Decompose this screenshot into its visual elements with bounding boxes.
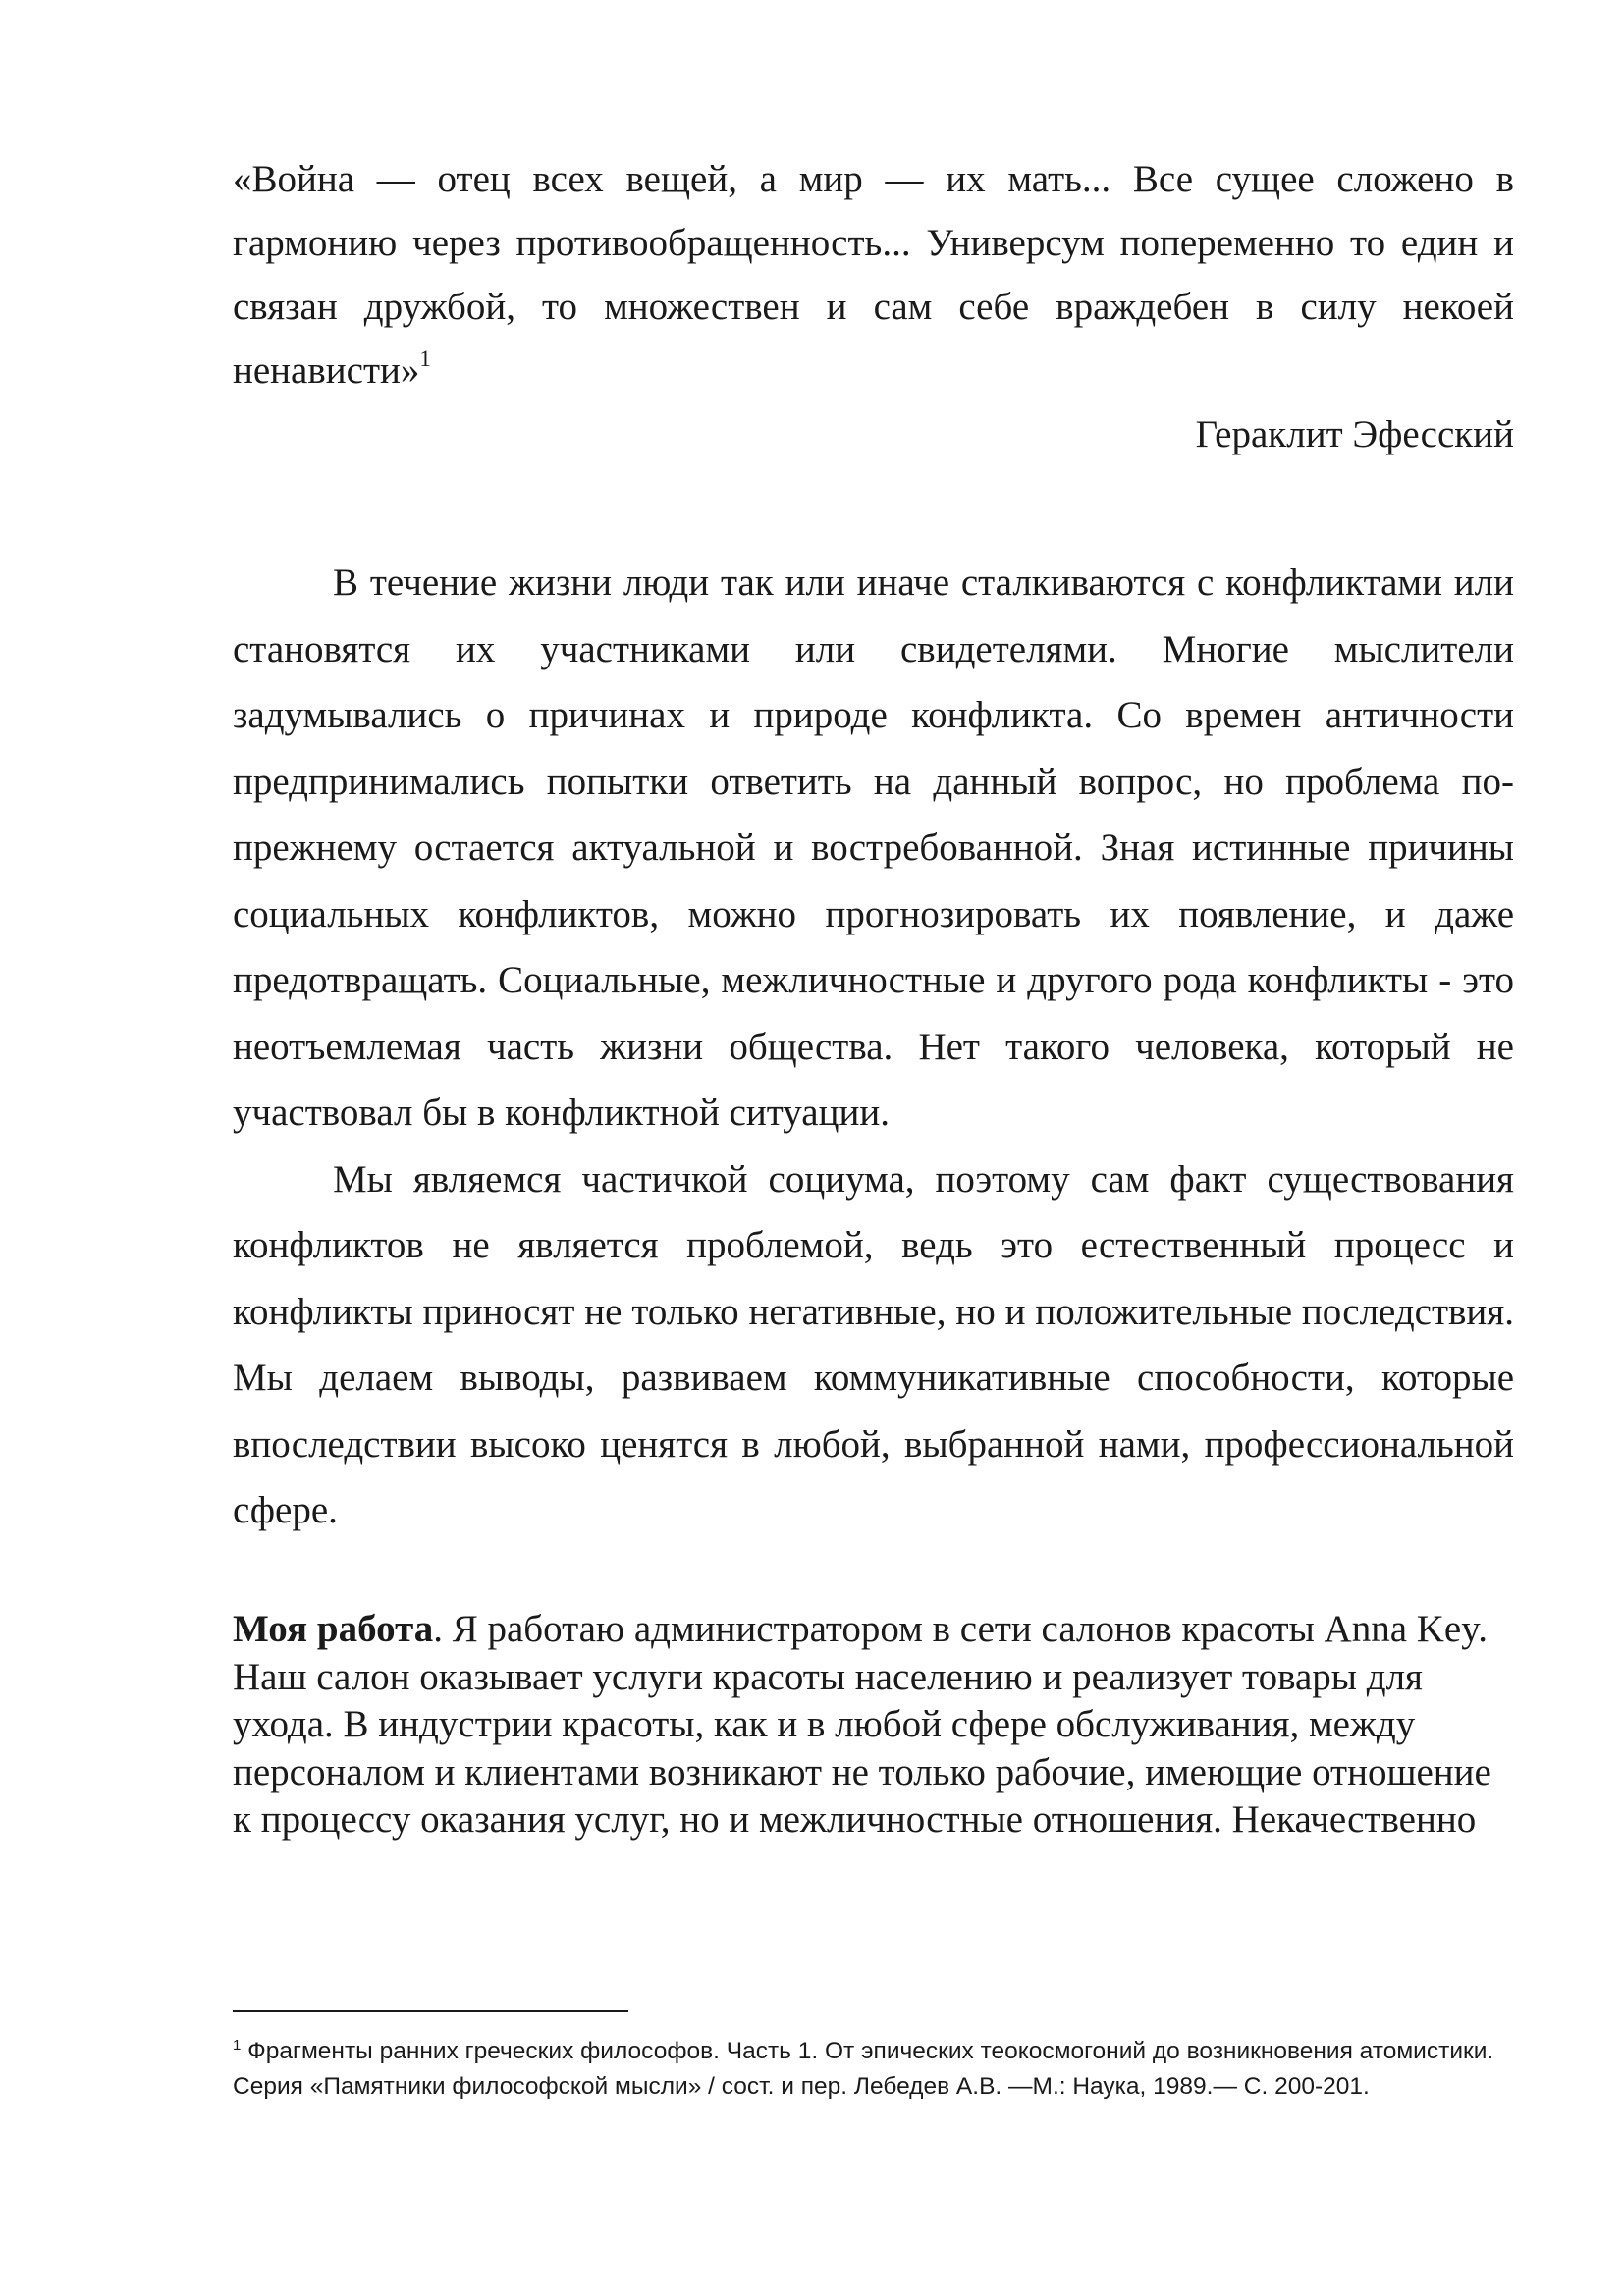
epigraph-quote (233, 147, 1514, 402)
footnote (233, 2034, 1519, 2105)
my-work-heading: Моя работа (233, 1608, 434, 1650)
epigraph-author: Гераклит Эфесский (1195, 413, 1514, 455)
my-work-paragraph (233, 1606, 1514, 1844)
body-text (233, 550, 1514, 1544)
epigraph-quote-text: «Война — отец всех вещей, а мир — их мать... Все сущее сложено в гармонию через противообращенность... Универсум попеременно то един и связан дружбой, то множествен и сам себе враждебен в силу некоей ненависти» (233, 158, 1514, 392)
body-paragraph: В течение жизни люди так или иначе сталкиваются с конфликтами или становятся их участниками или свидетелями. Многие мыслители задумывались о причинах и природе конфликта. Со времен античности предпринимались попытки ответить на данный вопрос, но проблема по-прежнему остается актуальной и востребованной. Зная истинные причины социальных конфликтов, можно прогнозировать их появление, и даже предотвращать. Социальные, межличностные и другого рода конфликты - это неотъемлемая часть жизни общества. Нет такого человека, который не участвовал бы в конфликтной ситуации. (233, 561, 1514, 1134)
epigraph (233, 147, 1514, 466)
footnote-reference: 1 (419, 347, 431, 371)
footnote-separator (233, 2010, 628, 2012)
footnote-text: Фрагменты ранних греческих философов. Часть 1. От эпических теокосмогоний до возникновения атомистики. Серия «Памятники философской мысли» / сост. и пер. Лебедев А.В. —М.: Наука, 1989.— С. 200-201. (233, 2038, 1494, 2100)
body-paragraph: Мы являемся частичкой социума, поэтому сам факт существования конфликтов не является проблемой, ведь это естественный процесс и конфликты приносят не только негативные, но и положительные последствия. Мы делаем выводы, развиваем коммуникативные способности, которые впоследствии высоко ценятся в любой, выбранной нами, профессиональной сфере. (233, 1157, 1514, 1531)
my-work-text: . Я работаю администратором в сети салонов красоты Anna Key. Наш салон оказывает услуги красоты населению и реализует товары для ухода. В индустрии красоты, как и в любой сфере обслуживания, между персоналом и клиентами возникают не только рабочие, имеющие отношение к процессу оказания услуг, но и межличностные отношения. Некачественно (233, 1608, 1491, 1841)
footnote-number: 1 (233, 2037, 242, 2054)
